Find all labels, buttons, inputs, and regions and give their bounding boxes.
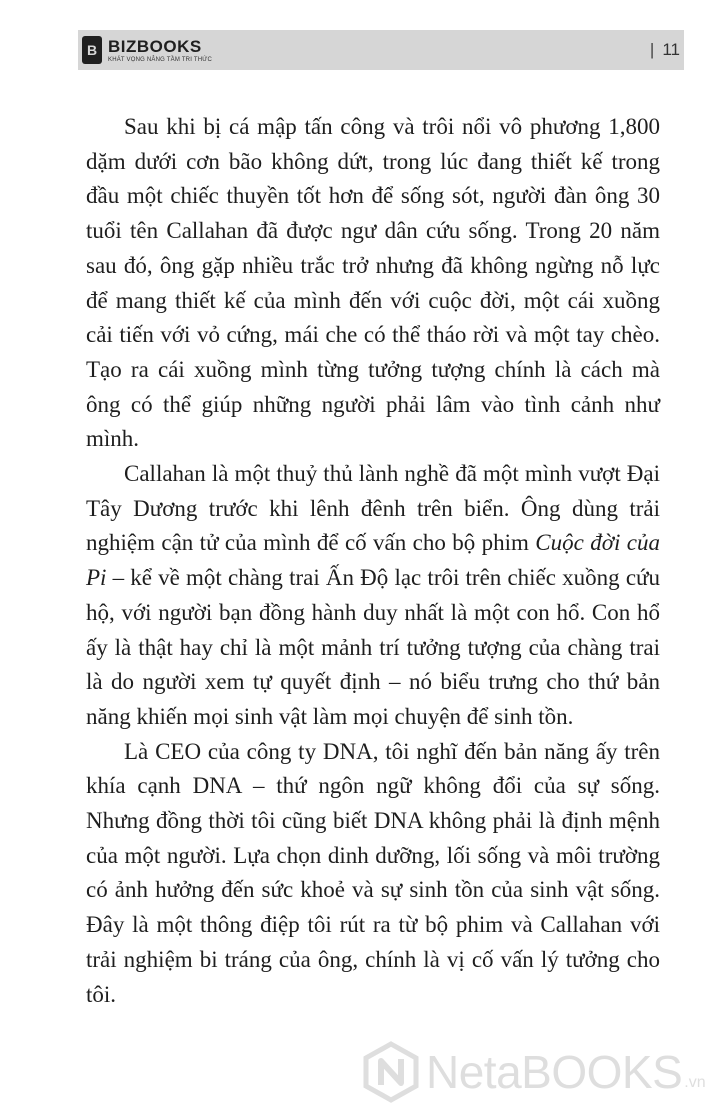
bizbooks-logo bbox=[82, 30, 212, 70]
paragraph-2-after: – kể về một chàng trai Ấn Độ lạc trôi trên chiếc xuồng cứu hộ, với người bạn đồng hành duy nhất là một con hổ. Con hổ ấy là thật hay chỉ là một mảnh trí tưởng tượng của chàng trai là do người xem tự quyết định – nó biểu trưng cho thứ bản năng khiến mọi sinh vật làm mọi chuyện để sinh tồn. bbox=[86, 565, 660, 729]
brand-tagline: KHÁT VỌNG NÂNG TẦM TRI THỨC bbox=[108, 56, 213, 63]
paragraph-2 bbox=[86, 457, 660, 735]
paragraph-1: Sau khi bị cá mập tấn công và trôi nổi vô phương 1,800 dặm dưới cơn bão không dứt, trong lúc đang thiết kế trong đầu một chiếc thuyền tốt hơn để sống sót, người đàn ông 30 tuổi tên Callahan đã được ngư dân cứu sống. Trong 20 năm sau đó, ông gặp nhiều trắc trở nhưng đã không ngừng nỗ lực để mang thiết kế của mình đến với cuộc đời, một cái xuồng cải tiến với vỏ cứng, mái che có thể tháo rời và một tay chèo. Tạo ra cái xuồng mình từng tưởng tượng chính là cách mà ông có thể giúp những người phải lâm vào tình cảnh như mình. bbox=[86, 114, 660, 452]
brand-name: BIZBOOKS bbox=[108, 36, 202, 56]
netabooks-watermark bbox=[362, 1034, 706, 1110]
paragraph-2-before: Callahan là một thuỷ thủ lành nghề đã một mình vượt Đại Tây Dương trước khi lênh đênh trên biển. Ông dùng trải nghiệm cận tử của mình để cố vấn cho bộ phim bbox=[86, 461, 660, 556]
movie-title: Cuộc đời của Pi bbox=[86, 530, 660, 591]
watermark-suffix: .vn bbox=[684, 1074, 706, 1091]
page-number: 11 bbox=[662, 40, 680, 59]
page-separator: | bbox=[649, 40, 655, 59]
watermark-brand: NetaBOOKS bbox=[426, 1046, 683, 1098]
body-text bbox=[86, 110, 660, 1012]
page-number-area bbox=[650, 30, 680, 70]
bizbooks-logo-icon: B bbox=[82, 36, 102, 64]
paragraph-3: Là CEO của công ty DNA, tôi nghĩ đến bản năng ấy trên khía cạnh DNA – thứ ngôn ngữ không đổi của sự sống. Nhưng đồng thời tôi cũng biết DNA không phải là định mệnh của một người. Lựa chọn dinh dưỡng, lối sống và môi trường có ảnh hưởng đến sức khoẻ và sự sinh tồn của sinh vật sống. Đây là một thông điệp tôi rút ra từ bộ phim và Callahan với trải nghiệm bi tráng của ông, chính là vị cố vấn lý tưởng cho tôi. bbox=[86, 738, 660, 1007]
netabooks-logo-icon bbox=[362, 1041, 420, 1103]
